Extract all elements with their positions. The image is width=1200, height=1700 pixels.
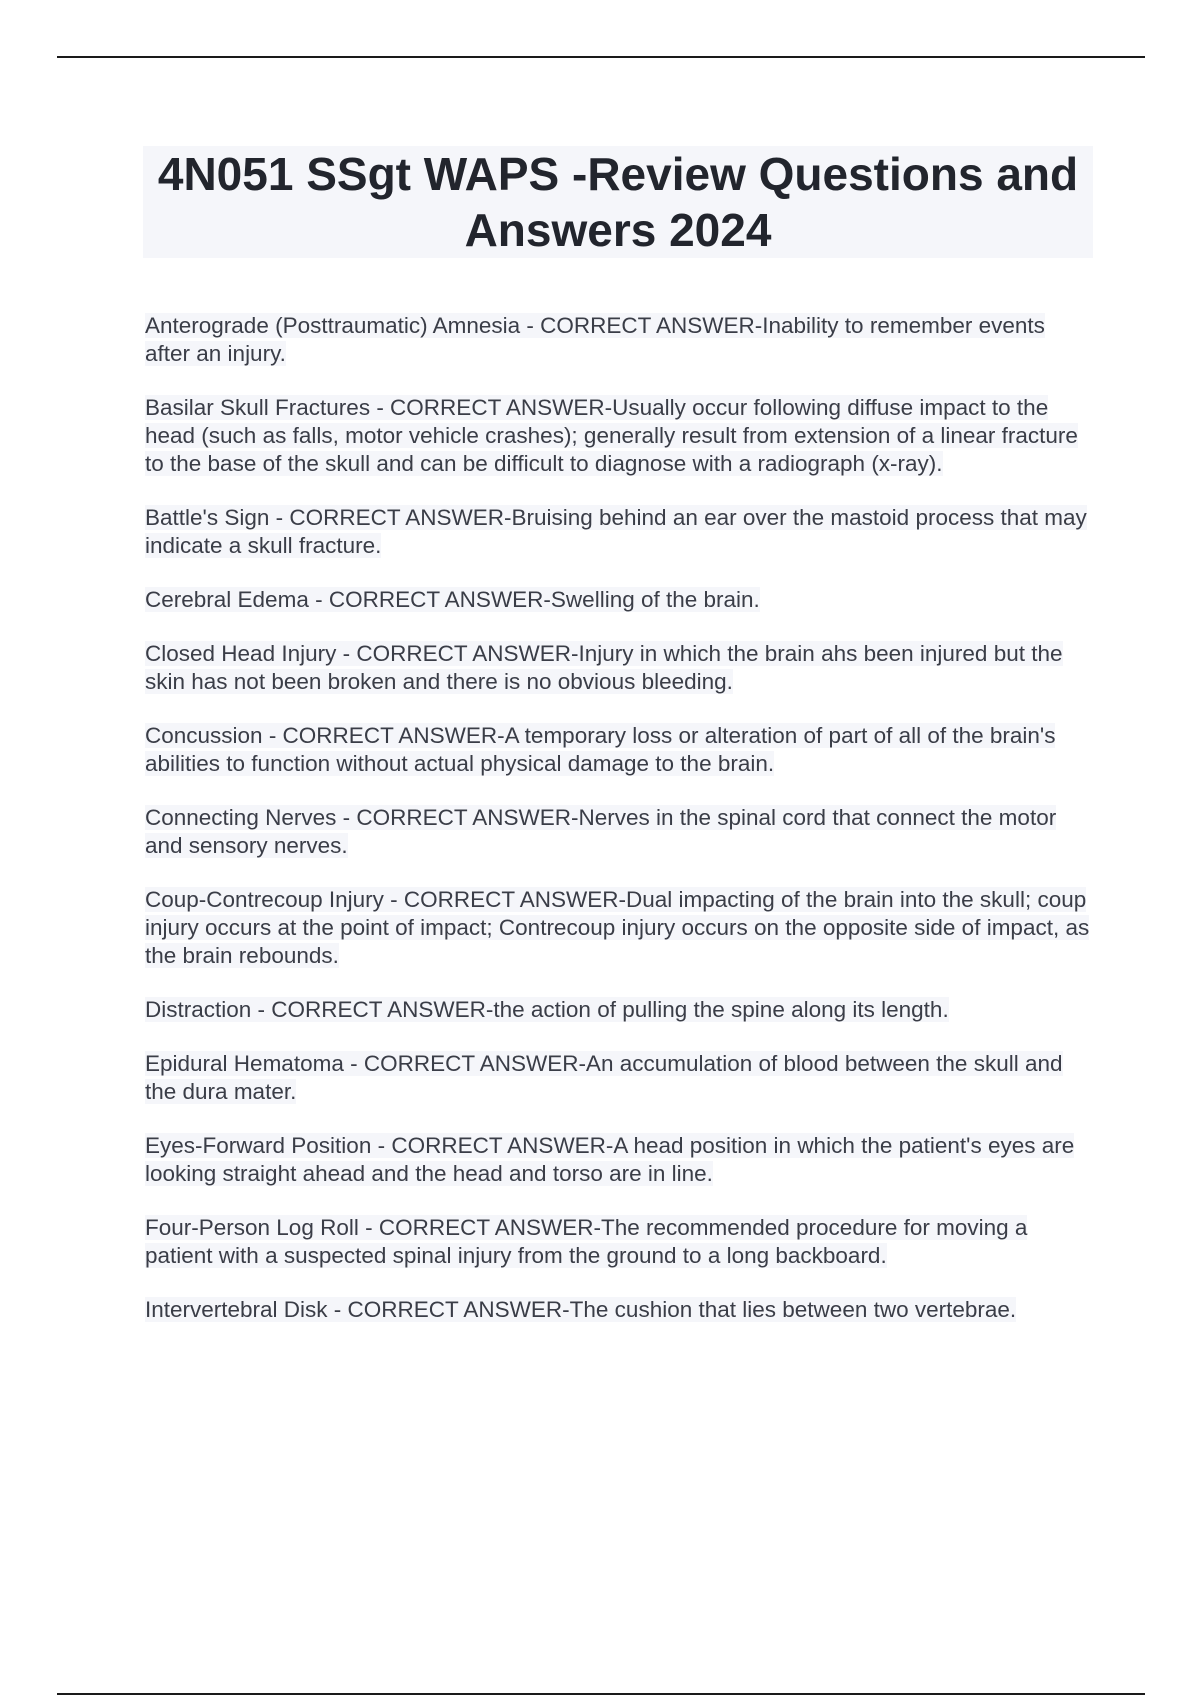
qa-entry: Epidural Hematoma - CORRECT ANSWER-An accumulation of blood between the skull and the dura mater.	[145, 1051, 1063, 1104]
qa-entry: Connecting Nerves - CORRECT ANSWER-Nerves in the spinal cord that connect the motor and sensory nerves.	[145, 805, 1057, 858]
qa-entry: Closed Head Injury - CORRECT ANSWER-Injury in which the brain ahs been injured but the skin has not been broken and there is no obvious bleeding.	[145, 641, 1063, 694]
qa-entry: Coup-Contrecoup Injury - CORRECT ANSWER-Dual impacting of the brain into the skull; coup injury occurs at the point of impact; Contrecoup injury occurs on the opposite side of impact, as the brain rebounds.	[145, 887, 1090, 968]
document-title: 4N051 SSgt WAPS -Review Questions and Answers 2024	[157, 148, 1079, 256]
top-rule	[57, 56, 1145, 58]
qa-entry: Anterograde (Posttraumatic) Amnesia - CORRECT ANSWER-Inability to remember events after an injury.	[145, 313, 1045, 366]
qa-entry: Cerebral Edema - CORRECT ANSWER-Swelling of the brain.	[145, 587, 760, 612]
qa-entry: Concussion - CORRECT ANSWER-A temporary loss or alteration of part of all of the brain's abilities to function without actual physical damage to the brain.	[145, 723, 1056, 776]
qa-entry: Distraction - CORRECT ANSWER-the action of pulling the spine along its length.	[145, 997, 949, 1022]
qa-list	[145, 312, 1095, 1350]
title-banner	[143, 146, 1093, 258]
qa-entry: Four-Person Log Roll - CORRECT ANSWER-The recommended procedure for moving a patient with a suspected spinal injury from the ground to a long backboard.	[145, 1215, 1028, 1268]
qa-entry: Eyes-Forward Position - CORRECT ANSWER-A head position in which the patient's eyes are looking straight ahead and the head and torso are in line.	[145, 1133, 1075, 1186]
qa-entry: Basilar Skull Fractures - CORRECT ANSWER-Usually occur following diffuse impact to the head (such as falls, motor vehicle crashes); generally result from extension of a linear fracture to the base of the skull and can be difficult to diagnose with a radiograph (x-ray).	[145, 395, 1078, 476]
bottom-rule	[57, 1693, 1145, 1695]
qa-entry: Battle's Sign - CORRECT ANSWER-Bruising behind an ear over the mastoid process that may indicate a skull fracture.	[145, 505, 1087, 558]
qa-entry: Intervertebral Disk - CORRECT ANSWER-The cushion that lies between two vertebrae.	[145, 1297, 1017, 1322]
